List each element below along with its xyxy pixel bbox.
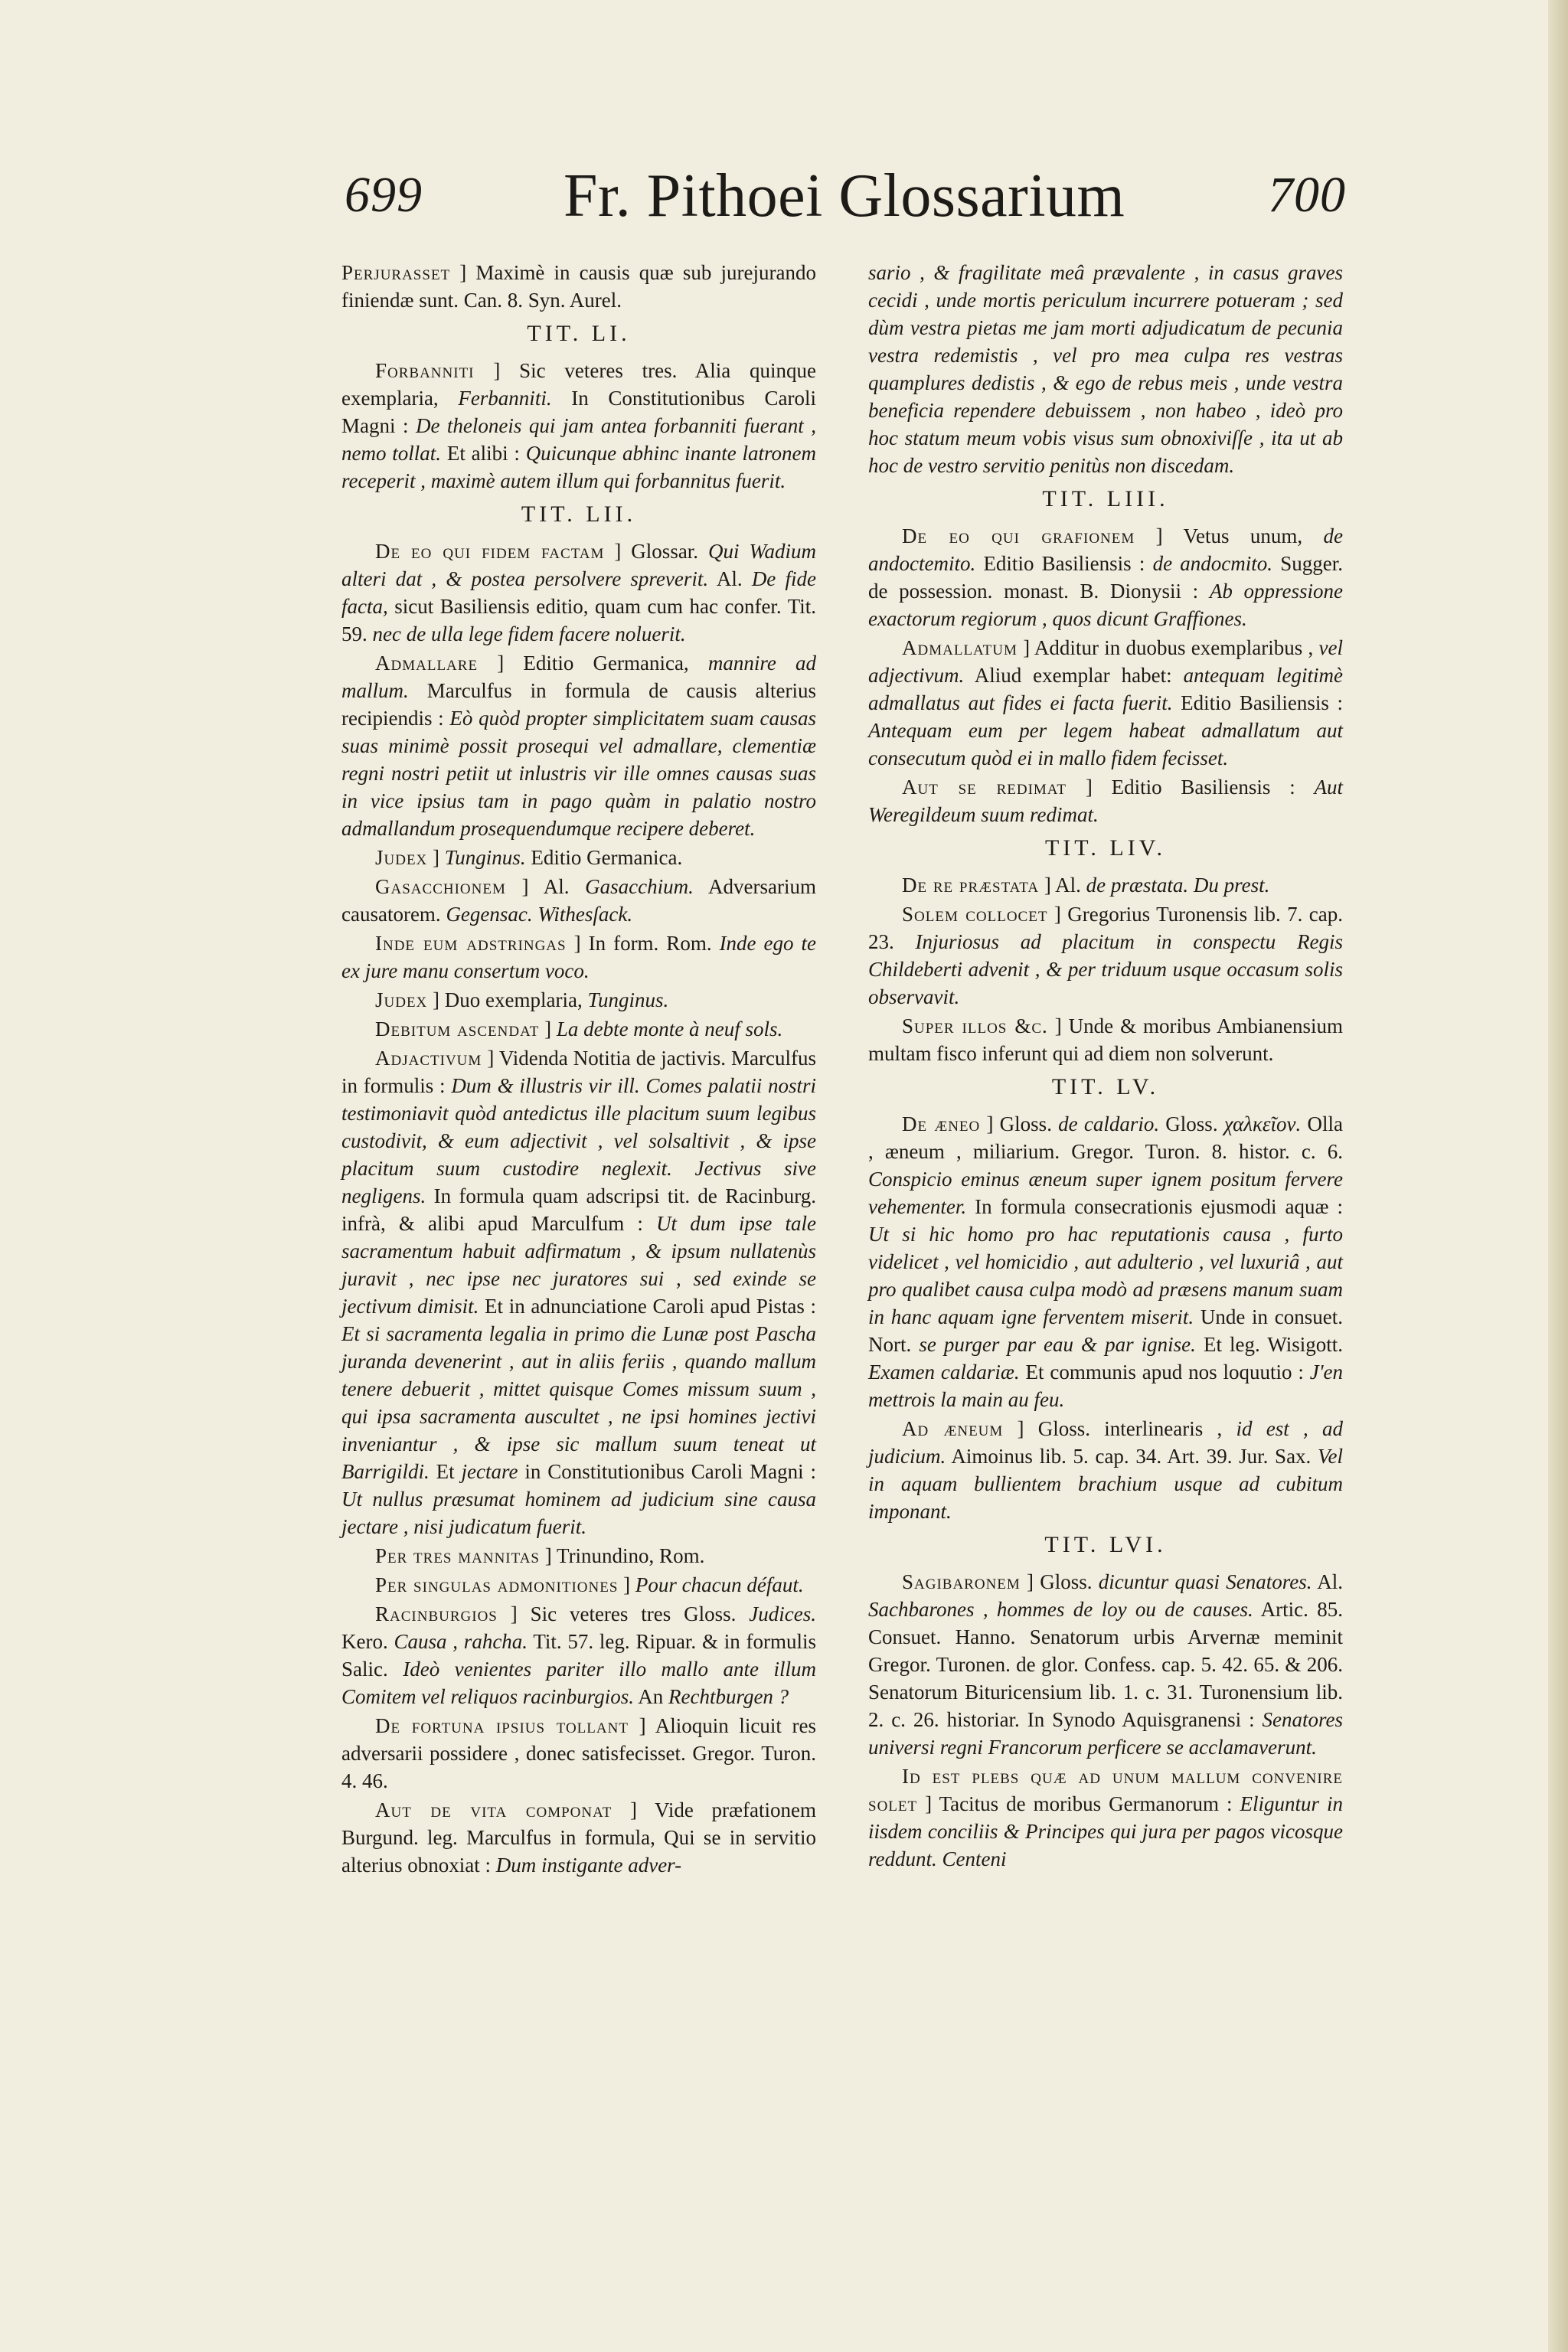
glossary-entry: Judex ] Tunginus. Editio Germanica.	[375, 846, 683, 869]
glossary-entry: Aut de vita componat ] Vide præfationem Burgund. leg. Marculfus in formula, Qui se in servitio alterius obnoxiat : Dum instigante adver-	[341, 1798, 816, 1877]
glossary-entry: De eo qui fidem factam ] Glossar. Qui Wadium alteri dat , & postea persolvere spreverit. Al. De fide facta, sicut Basiliensis editio, quam cum hac confer. Tit. 59. nec de ulla lege fidem facere noluerit.	[341, 540, 817, 645]
section-heading: TIT. LIII.	[1042, 486, 1169, 511]
glossary-entry: Racinburgios ] Sic veteres tres Gloss. Judices. Kero. Causa , rahcha. Tit. 57. leg. Ripuar. & in formulis Salic. Ideò venientes pariter illo mallo ante illum Comitem vel reliquos racinburgios. An Rechtburgen ?	[341, 1602, 816, 1708]
left-column	[341, 259, 816, 1880]
glossary-entry: Ad æneum ] Gloss. interlinearis , id est , ad judicium. Aimoinus lib. 5. cap. 34. Art. 39. Jur. Sax. Vel in aquam bullientem brachium usque ad cubitum imponant.	[868, 1417, 1343, 1523]
glossary-entry: Per singulas admonitiones ] Pour chacun défaut.	[375, 1573, 804, 1596]
glossary-entry: Per tres mannitas ] Trinundino, Rom.	[375, 1544, 705, 1567]
glossary-entry: Inde eum adstringas ] In form. Rom. Inde ego te ex jure manu consertum voco.	[341, 932, 816, 982]
page-number-right: 700	[1268, 167, 1346, 223]
page-number-left: 699	[345, 167, 423, 223]
glossary-entry: Perjurasset ] Maximè in causis quæ sub jurejurando finiendæ sunt. Can. 8. Syn. Aurel.	[341, 261, 816, 312]
glossary-entry: Sagibaronem ] Gloss. dicuntur quasi Senatores. Al. Sachbarones , hommes de loy ou de causes. Artic. 85. Consuet. Hanno. Senatorum urbis Arvernæ meminit Gregor. Turonen. de glor. Confess. cap. 5. 42. 65. & 206. Senatorum Bituricensium lib. 1. c. 31. Turonensium lib. 2. c. 26. historiar. In Synodo Aquisgranensi : Senatores universi regni Francorum perficere se acclamaverunt.	[868, 1570, 1343, 1759]
running-title: Fr. Pithoei Glossarium	[564, 162, 1125, 230]
right-column	[868, 259, 1343, 1874]
glossary-entry: Admallatum ] Additur in duobus exemplaribus , vel adjectivum. Aliud exemplar habet: antequam legitimè admallatus aut fides ei facta fuerit. Editio Basiliensis : Antequam eum per legem habeat admallatum aut consecutum quòd ei in mallo fidem fecisset.	[868, 636, 1343, 769]
glossary-entry: De fortuna ipsius tollant ] Alioquin licuit res adversarii possidere , donec satisfecisset. Gregor. Turon. 4. 46.	[341, 1714, 817, 1792]
page-edge	[1548, 0, 1568, 2352]
section-heading: TIT. LVI.	[1044, 1532, 1167, 1557]
glossary-entry: Aut se redimat ] Editio Basiliensis : Aut Weregildeum suum redimat.	[868, 776, 1343, 826]
glossary-entry: Adjactivum ] Videnda Notitia de jactivis. Marculfus in formulis : Dum & illustris vir ill. Comes palatii nostri testimoniavit quòd antedictus ille placitum suum legibus custodivit, & eum adjectivit , vel solsaltivit , & ipse placitum suum custodire neglexit. Jectivus sive negligens. In formula quam adscripsi tit. de Racinburg. infrà, & alibi apud Marculfum : Ut dum ipse tale sacramentum habuit adfirmatum , & ipsum nullatenùs juravit , nec ipse nec juratores sui , sed exinde se jectivum dimisit. Et in adnunciatione Caroli apud Pistas : Et si sacramenta legalia in primo die Lunæ post Pascha juranda devenerint , aut in aliis feriis , quando mallum tenere debuerit , mittet quisque Comes missum suum , qui ipsa sacramenta auscultet , ne ipsi homines jectivi inveniantur , & ipse sic mallum suum teneat ut Barrigildi. Et jectare in Constitutionibus Caroli Magni : Ut nullus præsumat hominem ad judicium sine causa jectare , nisi judicatum fuerit.	[341, 1047, 817, 1538]
glossary-entry: Admallare ] Editio Germanica, mannire ad mallum. Marculfus in formula de causis alterius recipiendis : Eò quòd propter simplicitatem suam causas suas minimè possit prosequi vel admallare, clementiæ regni nostri petiit ut inlustris vir ille omnes causas suas in vice ipsius tam in pago quàm in palatio nostro admallandum prosequendumque recipere deberet.	[341, 652, 816, 840]
glossary-entry: Forbanniti ] Sic veteres tres. Alia quinque exemplaria, Ferbanniti. In Constitutionibus Caroli Magni : De theloneis qui jam antea forbanniti fuerant , nemo tollat. Et alibi : Quicunque abhinc inante latronem receperit , maximè autem illum qui forbannitus fuerit.	[341, 359, 816, 492]
glossary-entry: De eo qui grafionem ] Vetus unum, de andoctemito. Editio Basiliensis : de andocmito. Sugger. de possession. monast. B. Dionysii : Ab oppressione exactorum regiorum , quos dicunt Graffiones.	[868, 524, 1344, 630]
glossary-entry: De re præstata ] Al. de præstata. Du prest.	[902, 874, 1270, 897]
glossary-entry: Judex ] Duo exemplaria, Tunginus.	[375, 988, 669, 1011]
section-heading: TIT. LV.	[1051, 1074, 1160, 1099]
glossary-entry: De æneo ] Gloss. de caldario. Gloss. χαλκεῖον. Olla , æneum , miliarium. Gregor. Turon. 8. histor. c. 6. Conspicio eminus æneum super ignem positum fervere vehementer. In formula consecrationis ejusmodi aquæ : Ut si hic homo pro hac reputationis causa , furto videlicet , vel homicidio , aut adulterio , vel luxuriâ , aut pro qualibet causa culpa modò ad præsens manum suam in hanc aquam igne ferventem miserit. Unde in consuet. Nort. se purger par eau & par ignise. Et leg. Wisigott. Examen caldariæ. Et communis apud nos loquutio : J'en mettrois la main au feu.	[868, 1112, 1343, 1411]
glossary-entry: sario , & fragilitate meâ prævalente , in casus graves cecidi , unde mortis periculum incurrere potueram ; sed dùm vestra pietas me jam morti adjudicatum de pecunia vestra redemistis , vel pro mea culpa res vestras quamplures dedistis , & ego de rebus meis , unde vestra beneficia rependere debuissem , non habeo , ideò pro hoc statum meum vobis visus sum obnoxiviſſe , ita ut ab hoc de vestro servitio penitùs non discedam.	[868, 261, 1343, 477]
glossary-entry: Solem collocet ] Gregorius Turonensis lib. 7. cap. 23. Injuriosus ad placitum in conspectu Regis Childeberti advenit , & per triduum usque occasum solis observavit.	[868, 903, 1344, 1008]
glossary-entry: Gasacchionem ] Al. Gasacchium. Adversarium causatorem. Gegensac. Withesſack.	[341, 875, 816, 926]
section-heading: TIT. LI.	[527, 321, 631, 346]
glossary-entry: Debitum ascendat ] La debte monte à neuf sols.	[375, 1018, 783, 1040]
glossary-entry: Id est plebs quæ ad unum mallum convenire solet ] Tacitus de moribus Germanorum : Eliguntur in iisdem conciliis & Principes qui jura per pagos vicosque reddunt. Centeni	[868, 1765, 1343, 1870]
section-heading: TIT. LIV.	[1044, 835, 1167, 861]
section-heading: TIT. LII.	[521, 501, 637, 527]
glossary-entry: Super illos &c. ] Unde & moribus Ambianensium multam fisco inferunt qui ad diem non solverunt.	[868, 1014, 1343, 1065]
